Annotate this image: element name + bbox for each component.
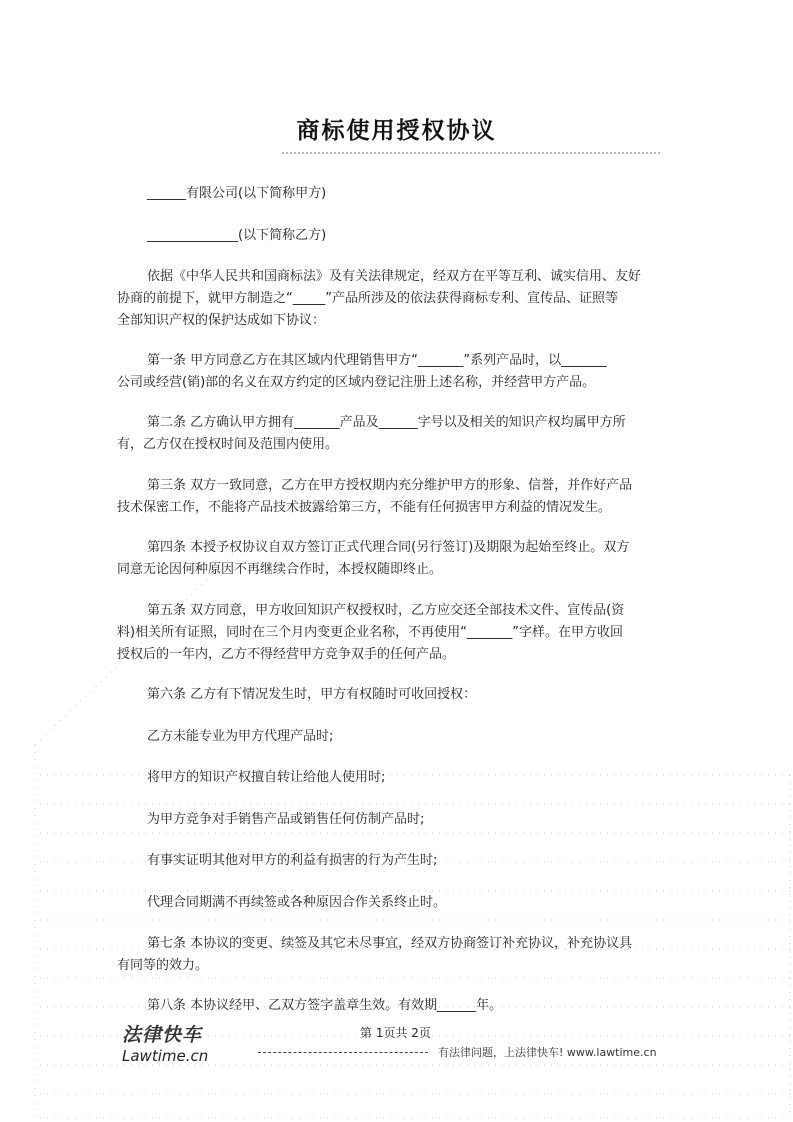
party-a-line: ______有限公司(以下简称甲方) <box>147 186 327 201</box>
article-6-item: 为甲方竞争对手销售产品或销售任何仿制产品时; <box>147 812 425 827</box>
footer-tagline: 有法律问题，上法律快车! www.lawtime.cn <box>438 1046 657 1059</box>
article-3-line: 技术保密工作，不能将产品技术披露给第三方，不能有任何损害甲方利益的情况发生。 <box>117 500 612 515</box>
article-3-line: 第三条 双方一致同意，乙方在甲方授权期内充分维护甲方的形象、信誉，并作好产品 <box>147 478 633 493</box>
article-6-line: 第六条 乙方有下情况发生时，甲方有权随时可收回授权： <box>147 687 477 702</box>
article-5-line: 料)相关所有证照，同时在三个月内变更企业名称，不再使用“_______”字样。在甲方收回 <box>117 625 624 640</box>
article-6-item: 有事实证明其他对甲方的利益有损害的行为产生时; <box>147 853 438 868</box>
logo-chinese-text: 法律快车 <box>122 1024 203 1046</box>
footer-divider <box>258 1052 428 1053</box>
article-7-line: 有同等的效力。 <box>117 958 209 973</box>
article-1-line: 公司或经营(销)部的名义在双方约定的区域内登记注册上述名称，并经营甲方产品。 <box>117 375 596 390</box>
paragraph-line: 全部知识产权的保护达成如下协议： <box>117 313 326 328</box>
page-number: 第 1页共 2页 <box>360 1026 431 1040</box>
paragraph-line: 依据《中华人民共和国商标法》及有关法律规定，经双方在平等互利、诚实信用、友好 <box>147 269 642 284</box>
article-6-item: 将甲方的知识产权擅自转让给他人使用时; <box>147 770 386 785</box>
article-7-line: 第七条 本协议的变更、续签及其它未尽事宜，经双方协商签订补充协议，补充协议具 <box>147 936 633 951</box>
article-6-item: 乙方未能专业为甲方代理产品时; <box>147 729 334 744</box>
party-b-line: ______________(以下简称乙方) <box>147 228 327 243</box>
document-title: 商标使用授权协议 <box>296 118 497 144</box>
article-2-line: 第二条 乙方确认甲方拥有_______产品及______字号以及相关的知识产权均属甲方所 <box>147 415 626 430</box>
article-4-line: 第四条 本授予权协议自双方签订正式代理合同(另行签订)及期限为起始至终止。双方 <box>147 540 630 555</box>
article-2-line: 有，乙方仅在授权时间及范围内使用。 <box>117 437 339 452</box>
article-8-line: 第八条 本协议经甲、乙双方签字盖章生效。有效期______年。 <box>147 998 503 1013</box>
logo-english-text: Lawtime.cn <box>122 1047 209 1065</box>
article-5-line: 授权后的一年内，乙方不得经营甲方竞争双手的任何产品。 <box>117 647 456 662</box>
article-4-line: 同意无论因何种原因不再继续合作时，本授权随即终止。 <box>117 562 443 577</box>
lawtime-logo <box>122 1020 208 1065</box>
article-6-item: 代理合同期满不再续签或各种原因合作关系终止时。 <box>147 895 447 910</box>
article-5-line: 第五条 双方同意，甲方收回知识产权授权时，乙方应交还全部技术文件、宣传品(资 <box>147 603 625 618</box>
article-1-line: 第一条 甲方同意乙方在其区域内代理销售甲方“_______”系列产品时，以_______ <box>147 353 607 368</box>
title-underline <box>282 152 660 154</box>
paragraph-line: 协商的前提下，就甲方制造之“_____”产品所涉及的依法获得商标专利、宣传品、证照等 <box>117 291 618 306</box>
